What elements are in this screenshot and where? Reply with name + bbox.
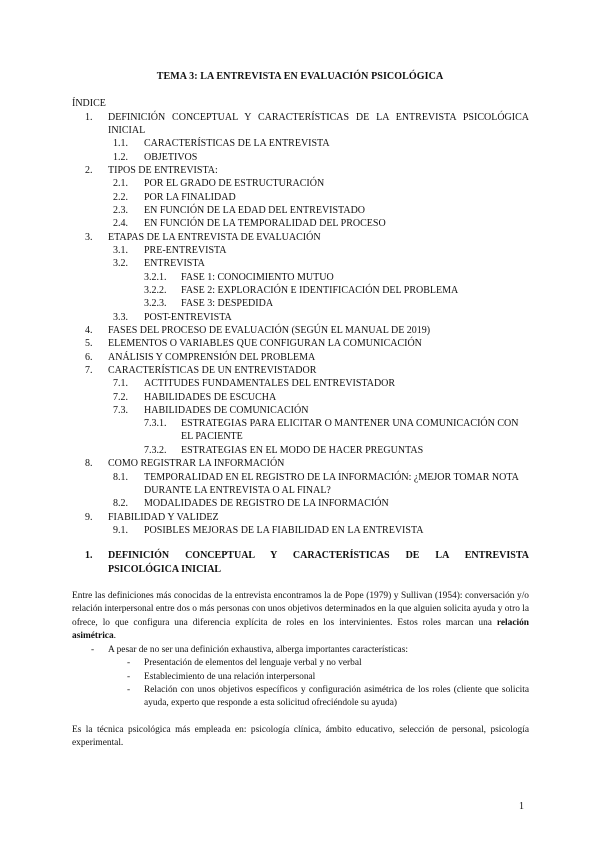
- dash-bullet-icon: -: [127, 685, 131, 695]
- index-label: ÍNDICE: [72, 98, 106, 109]
- section-heading-line2: PSICOLÓGICA INICIAL: [108, 564, 222, 575]
- document-title: TEMA 3: LA ENTREVISTA EN EVALUACIÓN PSICOLÓGICA: [156, 71, 444, 82]
- toc-item-continuation: INICIAL: [108, 125, 146, 136]
- paragraph-definition: Entre las definiciones más conocidas de la entrevista encontramos la de Pope (1979) y Sullivan (1954): conversación y/o relación interpersonal entre dos o más personas con unos objetivos determinados en la que alguien solicita ayuda y otro la ofrece, lo que configura una diferencia explícita de roles en los intervinientes. Estos roles marcan una relación asimétrica.: [72, 591, 529, 641]
- paragraph-usage: Es la técnica psicológica más empleada en: psicología clínica, ámbito educativo, selección de personal, psicología experimental.: [72, 725, 529, 749]
- document-page: TEMA 3: LA ENTREVISTA EN EVALUACIÓN PSICOLÓGICA ÍNDICE 1. DEFINICIÓN CONCEPTUAL Y CARACTERÍSTICAS DE LA ENTREVISTA PSICOLÓGICA INICIAL 1.1. CARACTERÍSTICAS DE LA ENTREVISTA 1.2. OBJETIVOS 2. TIPOS DE ENTREVISTA: 2.1. POR EL GRADO DE ESTRUCTURACIÓN 2.2. POR LA FINALIDAD 2.3. EN FUNCIÓN DE LA EDAD DEL ENTREVISTADO 2.4. EN FUNCIÓN DE LA TEMPORALIDAD DEL PROCESO 3. ETAPAS DE LA ENTREVISTA DE EVALUACIÓN 3.1. PRE-ENTREVISTA 3.2. ENTREVISTA 3.2.1. FASE 1: CONOCIMIENTO MUTUO 3.2.2. FASE 2: EXPLORACIÓN E IDENTIFICACIÓN DEL PROBLEMA 3.2.3. FASE 3: DESPEDIDA 3.3. POST-ENTREVISTA 4. FASES DEL PROCESO DE EVALUACIÓN (SEGÚN EL MANUAL DE 2019) 5. ELEMENTOS O VARIABLES QUE CONFIGURAN LA COMUNICACIÓN 6. ANÁLISIS Y COMPRENSIÓN DEL PROBLEMA 7. CARACTERÍSTICAS DE UN ENTREVISTADOR 7.1. ACTITUDES FUNDAMENTALES DEL ENTREVISTADOR 7.2. HABILIDADES DE ESCUCHA 7.3. HABILIDADES DE COMUNICACIÓN 7.3.1. ESTRATEGIAS PARA ELICITAR O MANTENER UNA COMUNICACIÓN CON EL PACIENTE 7.3.2. ESTRATEGIAS EN EL MODO DE HACER PREGUNTAS 8. COMO REGISTRAR LA INFORMACIÓN 8.1. TEMPORALIDAD EN EL REGISTRO DE LA INFORMACIÓN: ¿MEJOR TOMAR NOTA DURANTE LA ENTREVISTA O AL FINAL? 8.2. MODALIDADES DE REGISTRO DE LA INFORMACIÓN 9. FIABILIDAD Y VALIDEZ 9.1. POSIBLES MEJORAS DE LA FIABILIDAD EN LA ENTREVISTA 1. DEFINICIÓN CONCEPTUAL Y CARACTERÍSTICAS DE LA ENTREVISTA PSICOLÓGICA INICIAL Entre las definiciones más conocidas de la entrevista encontramos la de Pope (1979) y Sullivan (1954): conversación y/o relación interpersonal entre dos o más personas con unos objetivos determinados en la que alguien solicita ayuda y otro la ofrece, lo que configura una diferencia explícita de roles en los intervinientes. Estos roles marcan una relación asimétrica. - A pesar de no ser una definición exhaustiva, alberga importantes características: - Presentación de elementos del lenguaje verbal y no verbal - Establecimiento de una relación interpersonal - Relación con unos objetivos específicos y configuración asimétrica de los roles (cliente que solicita ayuda, experto que responde a esta solicitud ofreciéndole su ayuda) Es la técnica psicológica más empleada en: psicología clínica, ámbito educativo, selección de personal, psicología experimental. 1: [0, 0, 600, 848]
- toc-item-continuation: DURANTE LA ENTREVISTA O AL FINAL?: [144, 485, 331, 496]
- dash-bullet-icon: -: [127, 672, 131, 682]
- bold-term: relación asimétrica: [72, 617, 529, 641]
- section-heading-line1: DEFINICIÓN CONCEPTUAL Y CARACTERÍSTICAS DE LA ENTREVISTA: [108, 550, 529, 561]
- page-number: 1: [519, 801, 524, 812]
- dash-bullet-icon: -: [91, 645, 95, 655]
- toc-item-continuation: EL PACIENTE: [181, 431, 243, 442]
- section-number: 1.: [85, 550, 93, 561]
- dash-bullet-icon: -: [127, 658, 131, 668]
